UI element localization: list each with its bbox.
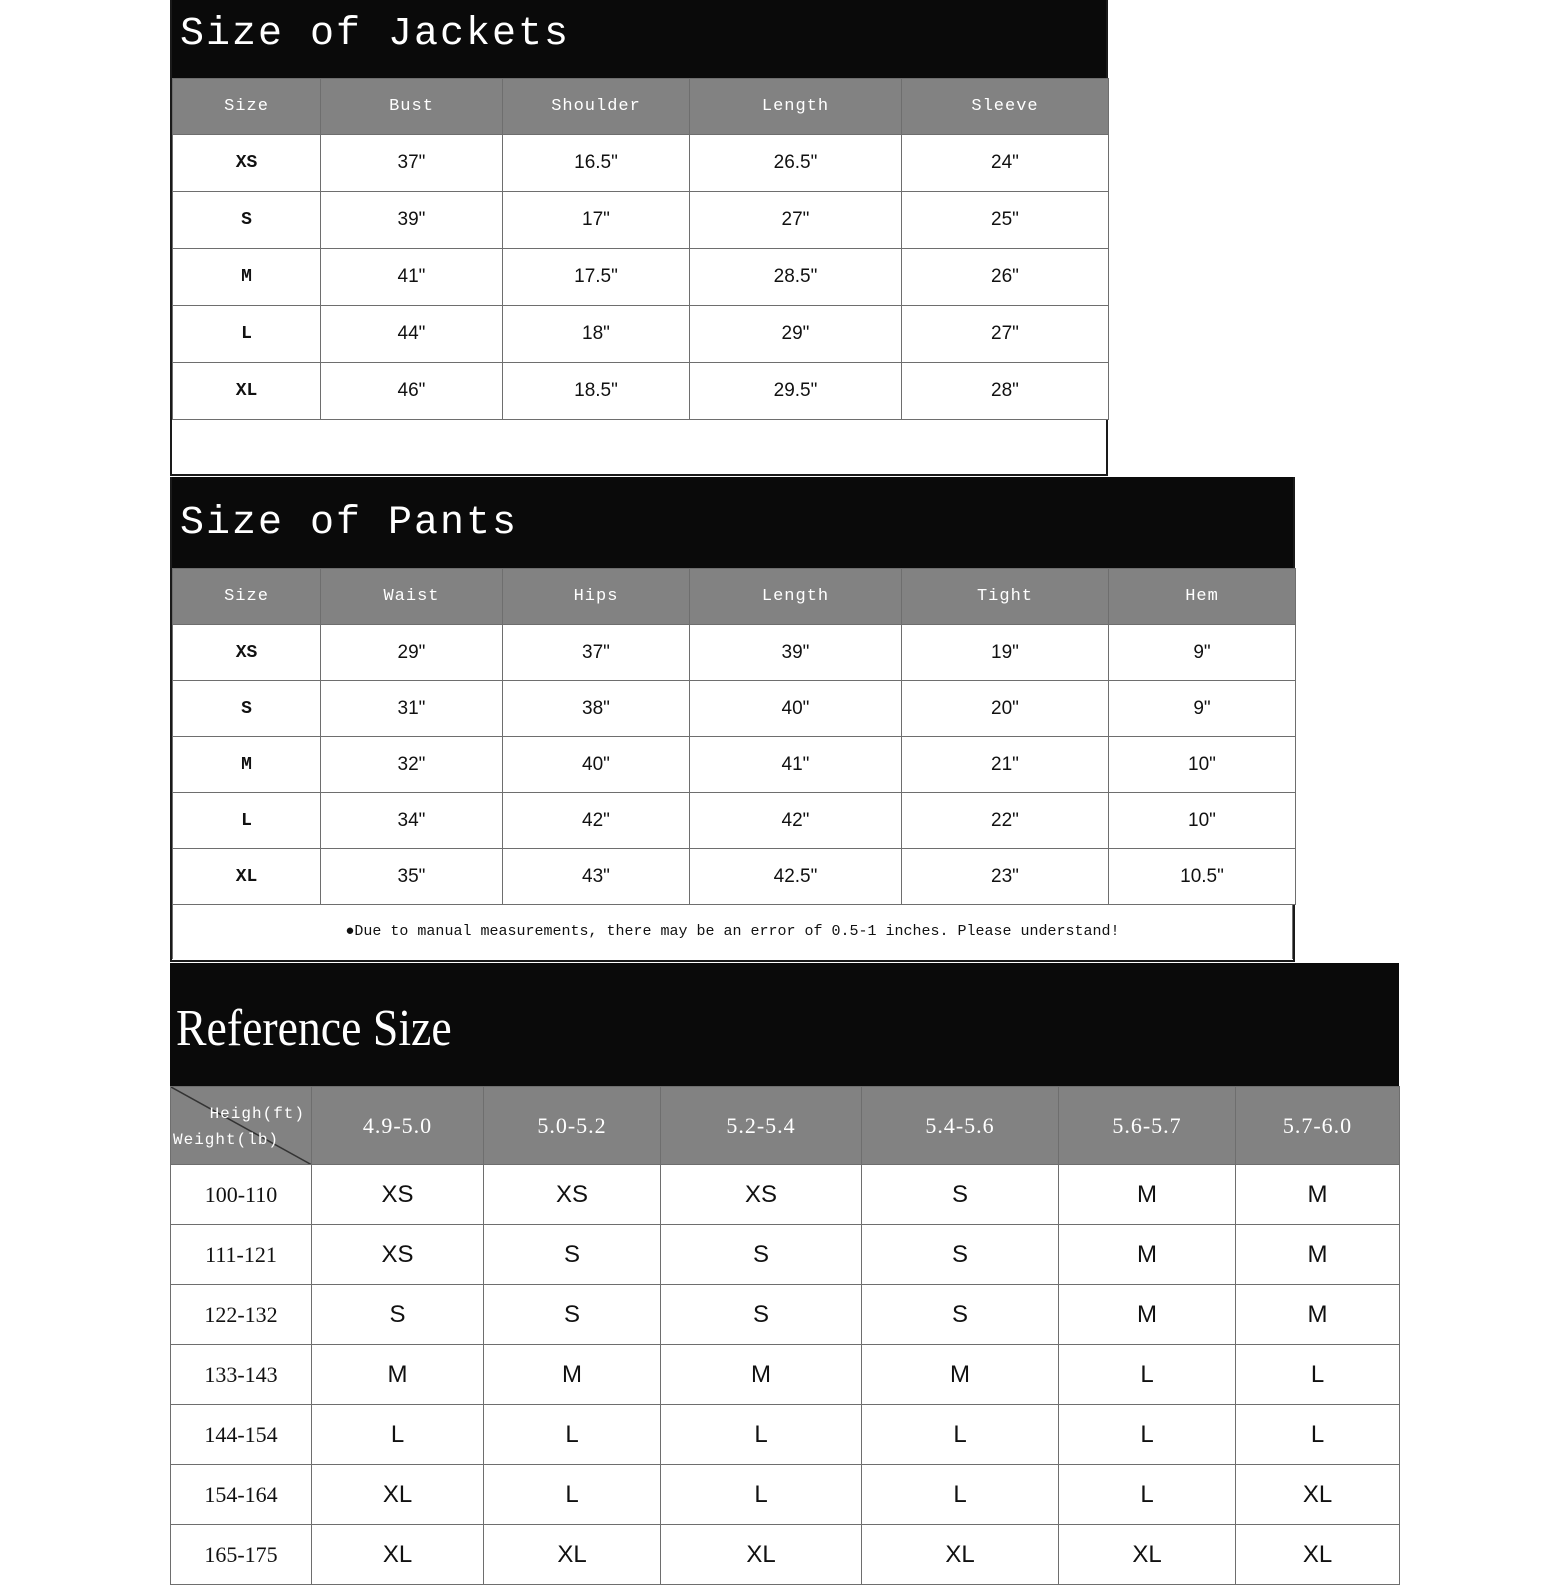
value-cell: 22" — [902, 793, 1109, 849]
weight-cell: 111-121 — [171, 1225, 312, 1285]
table-row — [173, 135, 1109, 192]
weight-cell: 154-164 — [171, 1465, 312, 1525]
value-cell: 28.5" — [690, 249, 902, 306]
size-cell: XL — [312, 1465, 484, 1525]
height-weight-corner — [171, 1087, 312, 1165]
jackets-col-length: Length — [690, 79, 902, 135]
size-cell: S — [484, 1225, 661, 1285]
table-row — [173, 849, 1296, 905]
height-col: 4.9-5.0 — [312, 1087, 484, 1165]
pants-size-chart — [170, 477, 1295, 962]
size-cell: L — [484, 1465, 661, 1525]
size-cell: L — [1236, 1345, 1400, 1405]
size-cell: M — [1059, 1285, 1236, 1345]
value-cell: 40" — [503, 737, 690, 793]
value-cell: 32" — [321, 737, 503, 793]
value-cell: 25" — [902, 192, 1109, 249]
table-row — [173, 681, 1296, 737]
size-cell: M — [1059, 1165, 1236, 1225]
table-row — [173, 249, 1109, 306]
value-cell: 42" — [503, 793, 690, 849]
pants-col-tight: Tight — [902, 569, 1109, 625]
value-cell: 9" — [1109, 681, 1296, 737]
pants-col-hem: Hem — [1109, 569, 1296, 625]
size-cell: M — [173, 737, 321, 793]
size-cell: XS — [312, 1225, 484, 1285]
value-cell: 39" — [690, 625, 902, 681]
jackets-col-sleeve: Sleeve — [902, 79, 1109, 135]
size-cell: XL — [484, 1525, 661, 1585]
value-cell: 16.5" — [503, 135, 690, 192]
value-cell: 40" — [690, 681, 902, 737]
height-col: 5.2-5.4 — [661, 1087, 862, 1165]
value-cell: 24" — [902, 135, 1109, 192]
value-cell: 17.5" — [503, 249, 690, 306]
size-cell: L — [312, 1405, 484, 1465]
size-cell: XL — [312, 1525, 484, 1585]
value-cell: 27" — [902, 306, 1109, 363]
value-cell: 18.5" — [503, 363, 690, 420]
size-cell: L — [862, 1405, 1059, 1465]
size-cell: M — [1059, 1225, 1236, 1285]
value-cell: 42" — [690, 793, 902, 849]
pants-table — [172, 568, 1296, 905]
size-cell: L — [1059, 1345, 1236, 1405]
value-cell: 27" — [690, 192, 902, 249]
table-row — [173, 306, 1109, 363]
table-row — [173, 793, 1296, 849]
jackets-header-band — [172, 0, 1106, 78]
value-cell: 21" — [902, 737, 1109, 793]
size-cell: S — [661, 1225, 862, 1285]
pants-header-band — [172, 477, 1293, 568]
size-cell: M — [1236, 1285, 1400, 1345]
jackets-col-size: Size — [173, 79, 321, 135]
value-cell: 46" — [321, 363, 503, 420]
size-cell: L — [1059, 1405, 1236, 1465]
value-cell: 41" — [321, 249, 503, 306]
size-cell: XL — [173, 849, 321, 905]
size-cell: XS — [484, 1165, 661, 1225]
size-cell: XS — [173, 625, 321, 681]
size-cell: XL — [661, 1525, 862, 1585]
size-cell: XL — [1236, 1525, 1400, 1585]
value-cell: 43" — [503, 849, 690, 905]
value-cell: 23" — [902, 849, 1109, 905]
jackets-header-row — [173, 79, 1109, 135]
jackets-title: Size of Jackets — [180, 12, 571, 57]
size-cell: S — [173, 681, 321, 737]
size-cell: M — [173, 249, 321, 306]
value-cell: 10" — [1109, 793, 1296, 849]
pants-col-length: Length — [690, 569, 902, 625]
table-row — [171, 1465, 1400, 1525]
height-col: 5.7-6.0 — [1236, 1087, 1400, 1165]
reference-size-chart — [170, 963, 1399, 1585]
size-cell: M — [1236, 1165, 1400, 1225]
size-cell: XS — [661, 1165, 862, 1225]
weight-cell: 122-132 — [171, 1285, 312, 1345]
size-cell: S — [173, 192, 321, 249]
value-cell: 41" — [690, 737, 902, 793]
value-cell: 20" — [902, 681, 1109, 737]
table-row — [173, 737, 1296, 793]
value-cell: 29" — [690, 306, 902, 363]
reference-table — [170, 1086, 1400, 1585]
value-cell: 34" — [321, 793, 503, 849]
weight-cell: 100-110 — [171, 1165, 312, 1225]
size-cell: L — [484, 1405, 661, 1465]
reference-header-row — [171, 1087, 1400, 1165]
measurement-note: ●Due to manual measurements, there may be an error of 0.5-1 inches. Please understand! — [172, 905, 1293, 959]
size-cell: L — [661, 1465, 862, 1525]
weight-axis-label: Weight(lb) — [173, 1131, 280, 1149]
value-cell: 38" — [503, 681, 690, 737]
value-cell: 29.5" — [690, 363, 902, 420]
pants-col-size: Size — [173, 569, 321, 625]
size-cell: S — [862, 1285, 1059, 1345]
size-cell: L — [173, 306, 321, 363]
size-cell: L — [1059, 1465, 1236, 1525]
size-cell: L — [173, 793, 321, 849]
jackets-col-bust: Bust — [321, 79, 503, 135]
value-cell: 26" — [902, 249, 1109, 306]
size-cell: M — [862, 1345, 1059, 1405]
table-row — [171, 1345, 1400, 1405]
table-row — [173, 192, 1109, 249]
value-cell: 29" — [321, 625, 503, 681]
table-row — [173, 625, 1296, 681]
size-cell: S — [484, 1285, 661, 1345]
height-axis-label: Heigh(ft) — [209, 1105, 305, 1123]
table-row — [171, 1405, 1400, 1465]
value-cell: 31" — [321, 681, 503, 737]
height-col: 5.0-5.2 — [484, 1087, 661, 1165]
jackets-col-shoulder: Shoulder — [503, 79, 690, 135]
value-cell: 37" — [321, 135, 503, 192]
table-row — [171, 1165, 1400, 1225]
table-row — [171, 1285, 1400, 1345]
size-cell: S — [661, 1285, 862, 1345]
value-cell: 35" — [321, 849, 503, 905]
value-cell: 42.5" — [690, 849, 902, 905]
size-cell: S — [862, 1165, 1059, 1225]
size-cell: M — [1236, 1225, 1400, 1285]
value-cell: 18" — [503, 306, 690, 363]
jackets-table — [172, 78, 1109, 420]
pants-col-waist: Waist — [321, 569, 503, 625]
weight-cell: 133-143 — [171, 1345, 312, 1405]
size-cell: XL — [1236, 1465, 1400, 1525]
reference-title: Reference Size — [176, 1000, 452, 1057]
size-cell: M — [312, 1345, 484, 1405]
size-cell: L — [862, 1465, 1059, 1525]
pants-header-row — [173, 569, 1296, 625]
value-cell: 28" — [902, 363, 1109, 420]
size-cell: XS — [312, 1165, 484, 1225]
size-cell: XL — [173, 363, 321, 420]
size-cell: XS — [173, 135, 321, 192]
table-row — [171, 1525, 1400, 1585]
size-cell: XL — [1059, 1525, 1236, 1585]
weight-cell: 165-175 — [171, 1525, 312, 1585]
size-cell: S — [862, 1225, 1059, 1285]
value-cell: 19" — [902, 625, 1109, 681]
weight-cell: 144-154 — [171, 1405, 312, 1465]
pants-col-hips: Hips — [503, 569, 690, 625]
size-cell: M — [484, 1345, 661, 1405]
value-cell: 37" — [503, 625, 690, 681]
size-cell: L — [1236, 1405, 1400, 1465]
value-cell: 39" — [321, 192, 503, 249]
table-row — [171, 1225, 1400, 1285]
table-row — [173, 363, 1109, 420]
reference-header-band — [170, 963, 1399, 1086]
height-col: 5.6-5.7 — [1059, 1087, 1236, 1165]
size-cell: M — [661, 1345, 862, 1405]
value-cell: 10" — [1109, 737, 1296, 793]
value-cell: 10.5" — [1109, 849, 1296, 905]
jackets-size-chart — [170, 0, 1108, 476]
value-cell: 44" — [321, 306, 503, 363]
height-col: 5.4-5.6 — [862, 1087, 1059, 1165]
size-cell: S — [312, 1285, 484, 1345]
size-cell: XL — [862, 1525, 1059, 1585]
corner-diagonal-line — [171, 1087, 312, 1165]
pants-title: Size of Pants — [180, 501, 519, 546]
value-cell: 26.5" — [690, 135, 902, 192]
size-cell: L — [661, 1405, 862, 1465]
value-cell: 17" — [503, 192, 690, 249]
value-cell: 9" — [1109, 625, 1296, 681]
